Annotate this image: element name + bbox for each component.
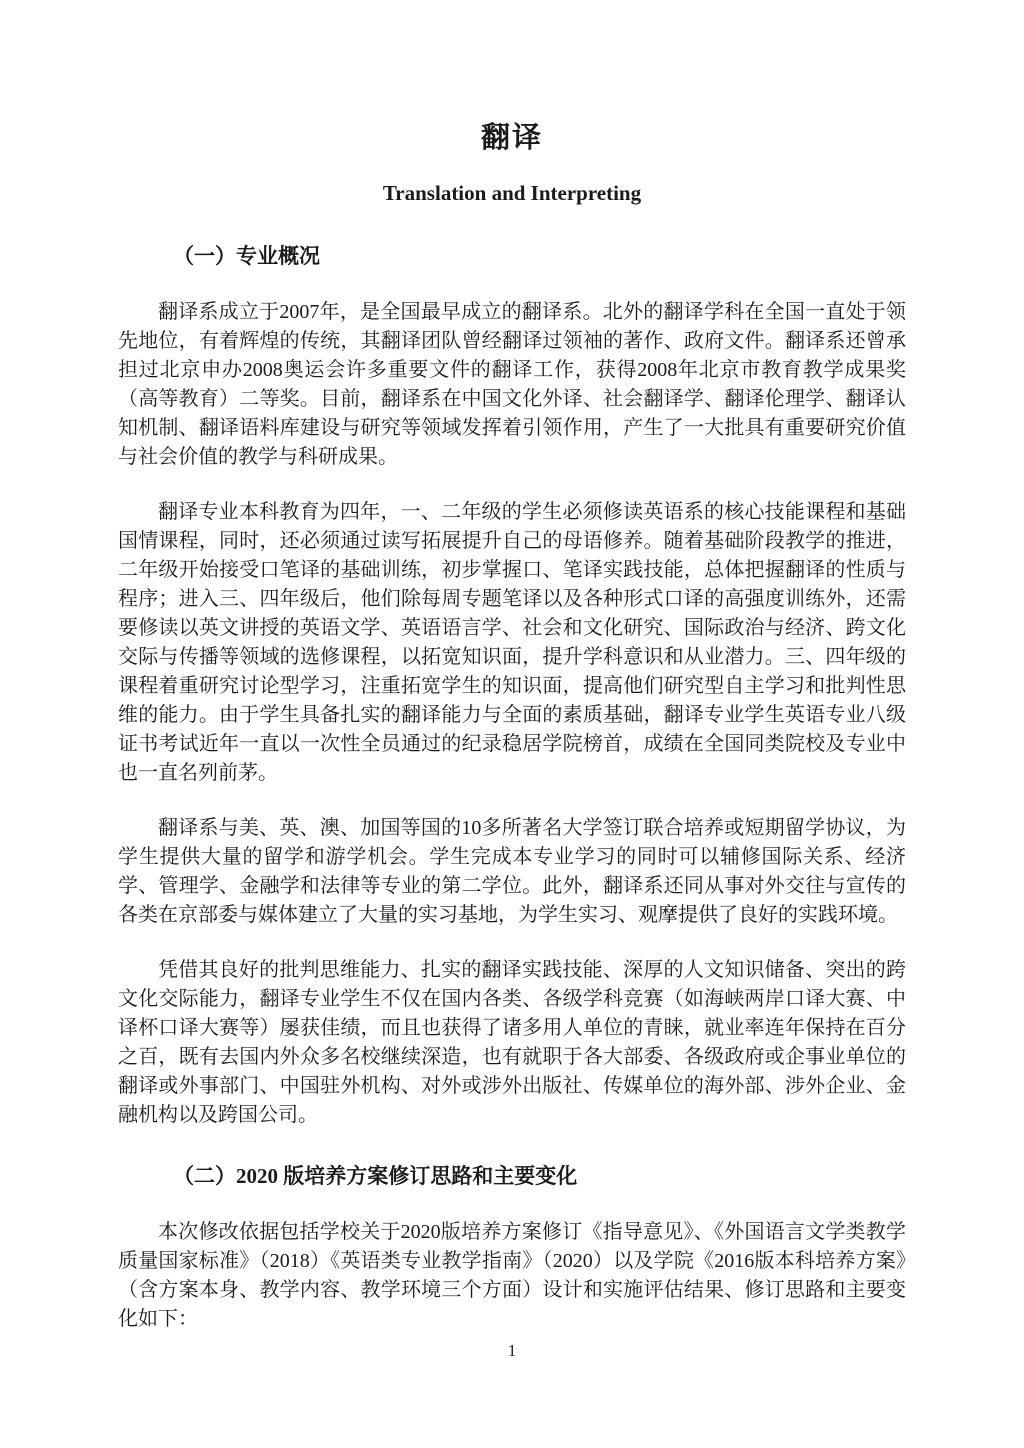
document-subtitle-english: Translation and Interpreting	[382, 181, 642, 205]
paragraph-revision-basis: 本次修改依据包括学校关于2020版培养方案修订《指导意见》、《外国语言文学类教学质量国家标准》（2018）《英语类专业教学指南》（2020）以及学院《2016版本科培养方案》（含方案本身、教学内容、教学环境三个方面）设计和实施评估结果、修订思路和主要变化如下：	[118, 1221, 906, 1330]
page-number: 1	[507, 1341, 517, 1360]
document-title: 翻译	[480, 122, 543, 154]
document-content	[118, 118, 906, 1334]
paragraph-employment: 凭借其良好的批判思维能力、扎实的翻译实践技能、深厚的人文知识储备、突出的跨文化交际能力，翻译专业学生不仅在国内各类、各级学科竞赛（如海峡两岸口译大赛、中译杯口译大赛等）屡获佳绩，而且也获得了诸多用人单位的青睐，就业率连年保持在百分之百，既有去国内外众多名校继续深造，也有就职于各大部委、各级政府或企事业单位的翻译或外事部门、中国驻外机构、对外或涉外出版社、传媒单位的海外部、涉外企业、金融机构以及跨国公司。	[118, 959, 906, 1126]
section-heading-overview: （一）专业概况	[173, 244, 320, 268]
paragraph-history: 翻译系成立于2007年，是全国最早成立的翻译系。北外的翻译学科在全国一直处于领先地位，有着辉煌的传统，其翻译团队曾经翻译过领袖的著作、政府文件。翻译系还曾承担过北京申办2008奥运会许多重要文件的翻译工作，获得2008年北京市教育教学成果奖（高等教育）二等奖。目前，翻译系在中国文化外译、社会翻译学、翻译伦理学、翻译认知机制、翻译语料库建设与研究等领域发挥着引领作用，产生了一大批具有重要研究价值与社会价值的教学与科研成果。	[118, 301, 906, 468]
paragraph-curriculum: 翻译专业本科教育为四年，一、二年级的学生必须修读英语系的核心技能课程和基础国情课程，同时，还必须通过读写拓展提升自己的母语修养。随着基础阶段教学的推进，二年级开始接受口笔译的基础训练，初步掌握口、笔译实践技能，总体把握翻译的性质与程序；进入三、四年级后，他们除每周专题笔译以及各种形式口译的高强度训练外，还需要修读以英文讲授的英语文学、英语语言学、社会和文化研究、国际政治与经济、跨文化交际与传播等领域的选修课程，以拓宽知识面，提升学科意识和从业潜力。三、四年级的课程着重研究讨论型学习，注重拓宽学生的知识面，提高他们研究型自主学习和批判性思维的能力。由于学生具备扎实的翻译能力与全面的素质基础，翻译专业学生英语专业八级证书考试近年一直以一次性全员通过的纪录稳居学院榜首，成绩在全国同类院校及专业中也一直名列前茅。	[118, 501, 906, 784]
paragraph-exchange: 翻译系与美、英、澳、加国等国的10多所著名大学签订联合培养或短期留学协议，为学生提供大量的留学和游学机会。学生完成本专业学习的同时可以辅修国际关系、经济学、管理学、金融学和法律等专业的第二学位。此外，翻译系还同从事对外交往与宣传的各类在京部委与媒体建立了大量的实习基地，为学生实习、观摩提供了良好的实践环境。	[118, 817, 906, 926]
section-heading-2020-revision: （二）2020 版培养方案修订思路和主要变化	[173, 1164, 578, 1188]
